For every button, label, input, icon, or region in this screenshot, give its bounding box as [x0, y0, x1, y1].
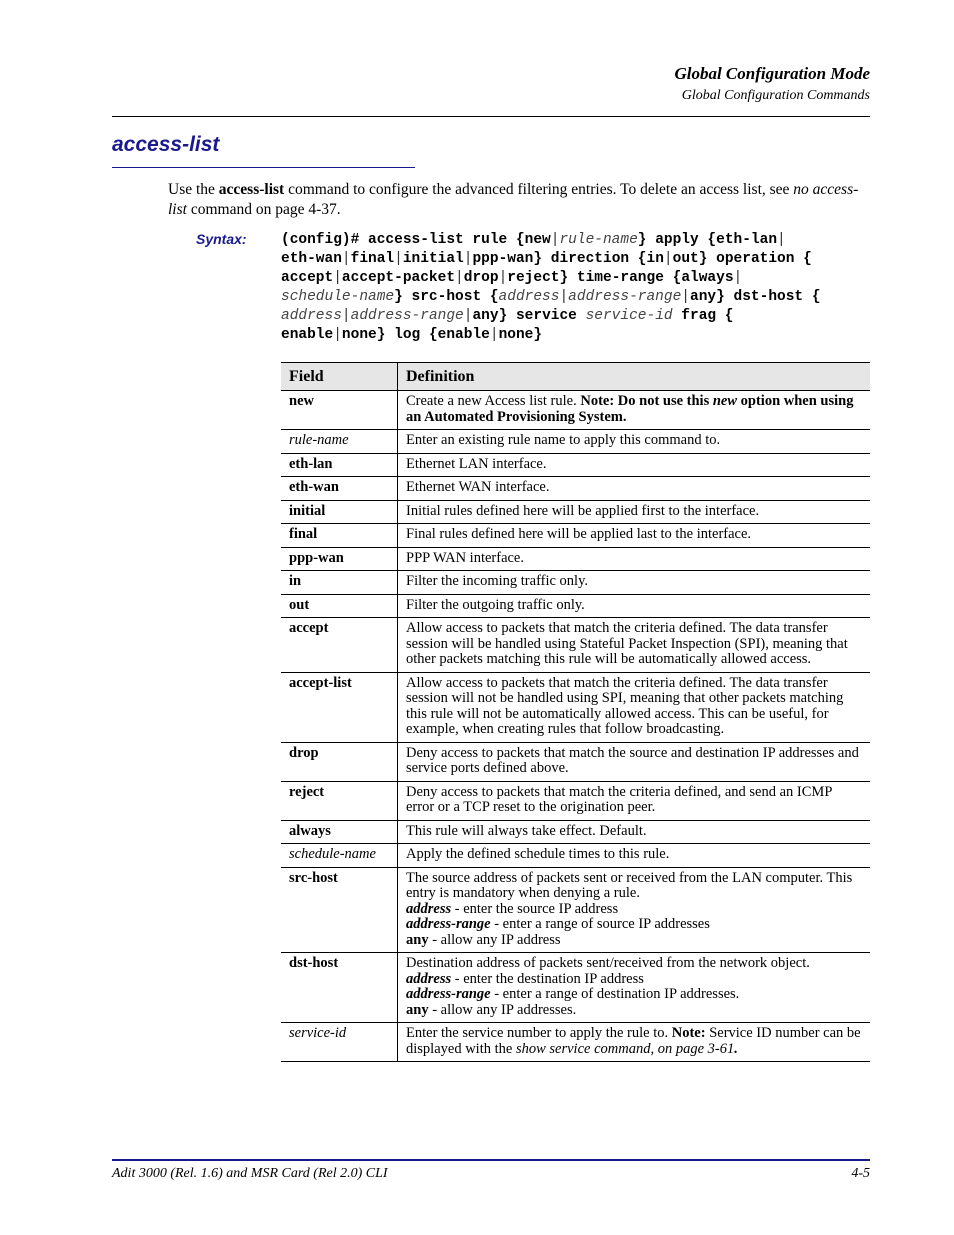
definition-cell: Ethernet WAN interface.: [398, 477, 871, 501]
definition-cell: Create a new Access list rule. Note: Do not use this new option when using an Automated Provisioning System.: [398, 391, 871, 430]
table-row: [281, 547, 870, 571]
table-row: [281, 844, 870, 868]
table-row: [281, 867, 870, 953]
field-cell: new: [281, 391, 398, 430]
intro-paragraph: Use the access-list command to configure the advanced filtering entries. To delete an access list, see no access-list command on page 4-37.: [168, 181, 859, 218]
syntax-label: Syntax:: [196, 231, 247, 247]
footer-page-number: 4-5: [851, 1166, 870, 1181]
field-cell: final: [281, 524, 398, 548]
column-header-definition: Definition: [398, 363, 871, 391]
table-row: [281, 524, 870, 548]
table-header-row: [281, 363, 870, 391]
table-row: [281, 391, 870, 430]
field-cell: schedule-name: [281, 844, 398, 868]
field-cell: accept-list: [281, 672, 398, 742]
table-row: [281, 1023, 870, 1062]
field-cell: out: [281, 594, 398, 618]
definition-cell: Filter the incoming traffic only.: [398, 571, 871, 595]
definition-cell: Allow access to packets that match the criteria defined. The data transfer session will not be handled using SPI, meaning that other packets matching this rule will not be automatically allowed access. This can be useful, for example, when creating rules that follow broadcasting.: [398, 672, 871, 742]
column-header-field: Field: [281, 363, 398, 391]
intro-command: access-list: [218, 181, 285, 198]
table-row: [281, 742, 870, 781]
header-divider: [112, 116, 870, 117]
table-row: [281, 477, 870, 501]
definition-cell: Deny access to packets that match the criteria defined, and send an ICMP error or a TCP reset to the origination peer.: [398, 781, 871, 820]
definition-cell: The source address of packets sent or received from the LAN computer. This entry is mandatory when denying a rule. address - enter the source IP address address-range - enter a range of source IP addresses any - allow any IP address: [398, 867, 871, 953]
field-cell: service-id: [281, 1023, 398, 1062]
footer-divider: [112, 1159, 870, 1161]
table-row: [281, 500, 870, 524]
section-title-underline: [112, 167, 415, 168]
definition-cell: PPP WAN interface.: [398, 547, 871, 571]
table-row: [281, 594, 870, 618]
field-cell: drop: [281, 742, 398, 781]
field-cell: rule-name: [281, 430, 398, 454]
definition-cell: Destination address of packets sent/received from the network object. address - enter the destination IP address address-range - enter a range of destination IP addresses. any - allow any IP addresses.: [398, 953, 871, 1023]
definition-cell: Enter the service number to apply the rule to. Note: Service ID number can be displayed with the show service command, on page 3-61.: [398, 1023, 871, 1062]
table-row: [281, 672, 870, 742]
syntax-block: (config)# access-list rule {new|rule-name} apply {eth-lan| eth-wan|final|initial|ppp-wan} direction {in|out} operation { accept|accept-packet|drop|reject} time-range {always| schedule-name} src-host {address|address-range|any} dst-host { address|address-range|any} service service-id frag { enable|none} log {enable|none}: [281, 232, 821, 343]
definition-cell: Filter the outgoing traffic only.: [398, 594, 871, 618]
field-cell: ppp-wan: [281, 547, 398, 571]
parameter-table: [281, 362, 870, 1062]
footer-document-title: Adit 3000 (Rel. 1.6) and MSR Card (Rel 2.0) CLI: [112, 1166, 388, 1181]
definition-cell: Deny access to packets that match the source and destination IP addresses and service ports defined above.: [398, 742, 871, 781]
definition-cell: Initial rules defined here will be applied first to the interface.: [398, 500, 871, 524]
field-cell: dst-host: [281, 953, 398, 1023]
section-title: access-list: [112, 133, 220, 156]
table-row: [281, 453, 870, 477]
table-row: [281, 820, 870, 844]
field-cell: src-host: [281, 867, 398, 953]
field-cell: always: [281, 820, 398, 844]
field-cell: reject: [281, 781, 398, 820]
field-cell: eth-lan: [281, 453, 398, 477]
definition-cell: Enter an existing rule name to apply this command to.: [398, 430, 871, 454]
running-header-subtitle: Global Configuration Commands: [681, 88, 870, 103]
table-row: [281, 781, 870, 820]
table-row: [281, 571, 870, 595]
field-cell: initial: [281, 500, 398, 524]
table-row: [281, 430, 870, 454]
table-row: [281, 618, 870, 673]
field-cell: in: [281, 571, 398, 595]
table-row: [281, 953, 870, 1023]
field-cell: eth-wan: [281, 477, 398, 501]
field-cell: accept: [281, 618, 398, 673]
running-header-title: Global Configuration Mode: [674, 64, 870, 83]
definition-cell: Final rules defined here will be applied last to the interface.: [398, 524, 871, 548]
definition-cell: Ethernet LAN interface.: [398, 453, 871, 477]
intro-cross-reference: no access-list: [168, 181, 859, 218]
definition-cell: This rule will always take effect. Default.: [398, 820, 871, 844]
definition-cell: Apply the defined schedule times to this rule.: [398, 844, 871, 868]
definition-cell: Allow access to packets that match the criteria defined. The data transfer session will be handled using Stateful Packet Inspection (SPI), meaning that other packets matching this rule will be automatically allowed access.: [398, 618, 871, 673]
